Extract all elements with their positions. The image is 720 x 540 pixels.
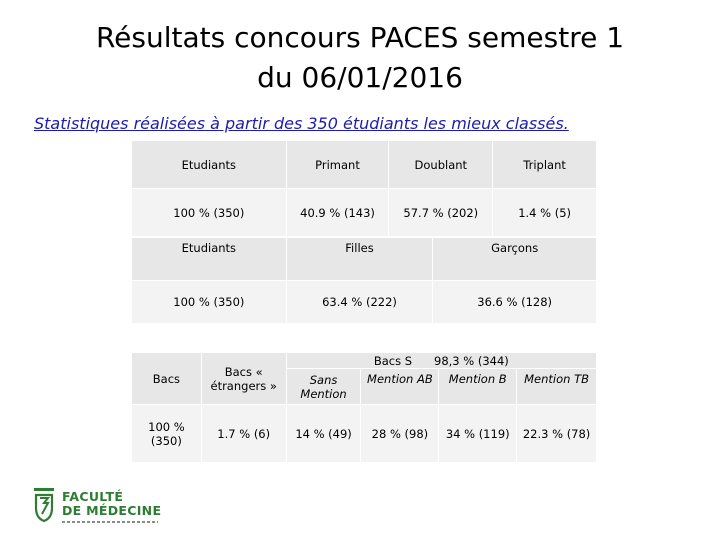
value-cell: 1.7 % (6)	[201, 405, 286, 463]
table-row	[132, 238, 597, 281]
header-cell: Primant	[286, 141, 389, 189]
logo-text-medecine: DE MÉDECINE	[62, 503, 162, 518]
value-cell: 100 % (350)	[132, 189, 287, 237]
value-cell: 100 % (350)	[132, 405, 202, 463]
table-row	[132, 353, 597, 369]
value-cell: 22.3 % (78)	[517, 405, 597, 463]
value-cell: 40.9 % (143)	[286, 189, 389, 237]
header-cell-bacs: Bacs	[132, 353, 202, 405]
faculty-logo	[34, 488, 174, 528]
logo-text-faculte: FACULTÉ	[62, 489, 124, 504]
header-cell: Etudiants	[132, 141, 287, 189]
value-cell: 57.7 % (202)	[389, 189, 493, 237]
header-cell-sans-mention: Sans Mention	[286, 369, 361, 405]
header-cell-mention-b: Mention B	[439, 369, 517, 405]
table-row	[132, 141, 597, 189]
header-cell: Etudiants	[132, 238, 287, 281]
page-title	[0, 18, 720, 98]
table-row	[132, 189, 597, 237]
header-cell: Triplant	[493, 141, 597, 189]
value-cell: 28 % (98)	[361, 405, 439, 463]
table-status	[131, 140, 597, 237]
table-bac	[131, 352, 597, 463]
table-row	[132, 281, 597, 324]
value-cell: 14 % (49)	[286, 405, 361, 463]
subtitle: Statistiques réalisées à partir des 350 étudiants les mieux classés.	[34, 114, 569, 133]
table-gender	[131, 237, 597, 324]
value-cell: 34 % (119)	[439, 405, 517, 463]
logo-tagline-decoration	[62, 521, 158, 523]
header-cell: Doublant	[389, 141, 493, 189]
header-cell-foreign: Bacs « étrangers »	[201, 353, 286, 405]
title-line-2: du 06/01/2016	[257, 61, 463, 94]
header-cell-mention-tb: Mention TB	[517, 369, 597, 405]
header-cell-bacs-s: Bacs S 98,3 % (344)	[286, 353, 596, 369]
header-cell-mention-ab: Mention AB	[361, 369, 439, 405]
table-row	[132, 405, 597, 463]
header-cell: Filles	[286, 238, 433, 281]
header-cell: Garçons	[433, 238, 597, 281]
value-cell: 36.6 % (128)	[433, 281, 597, 324]
value-cell: 100 % (350)	[132, 281, 287, 324]
faculty-emblem-icon	[34, 488, 54, 526]
value-cell: 63.4 % (222)	[286, 281, 433, 324]
value-cell: 1.4 % (5)	[493, 189, 597, 237]
title-line-1: Résultats concours PACES semestre 1	[95, 21, 625, 54]
